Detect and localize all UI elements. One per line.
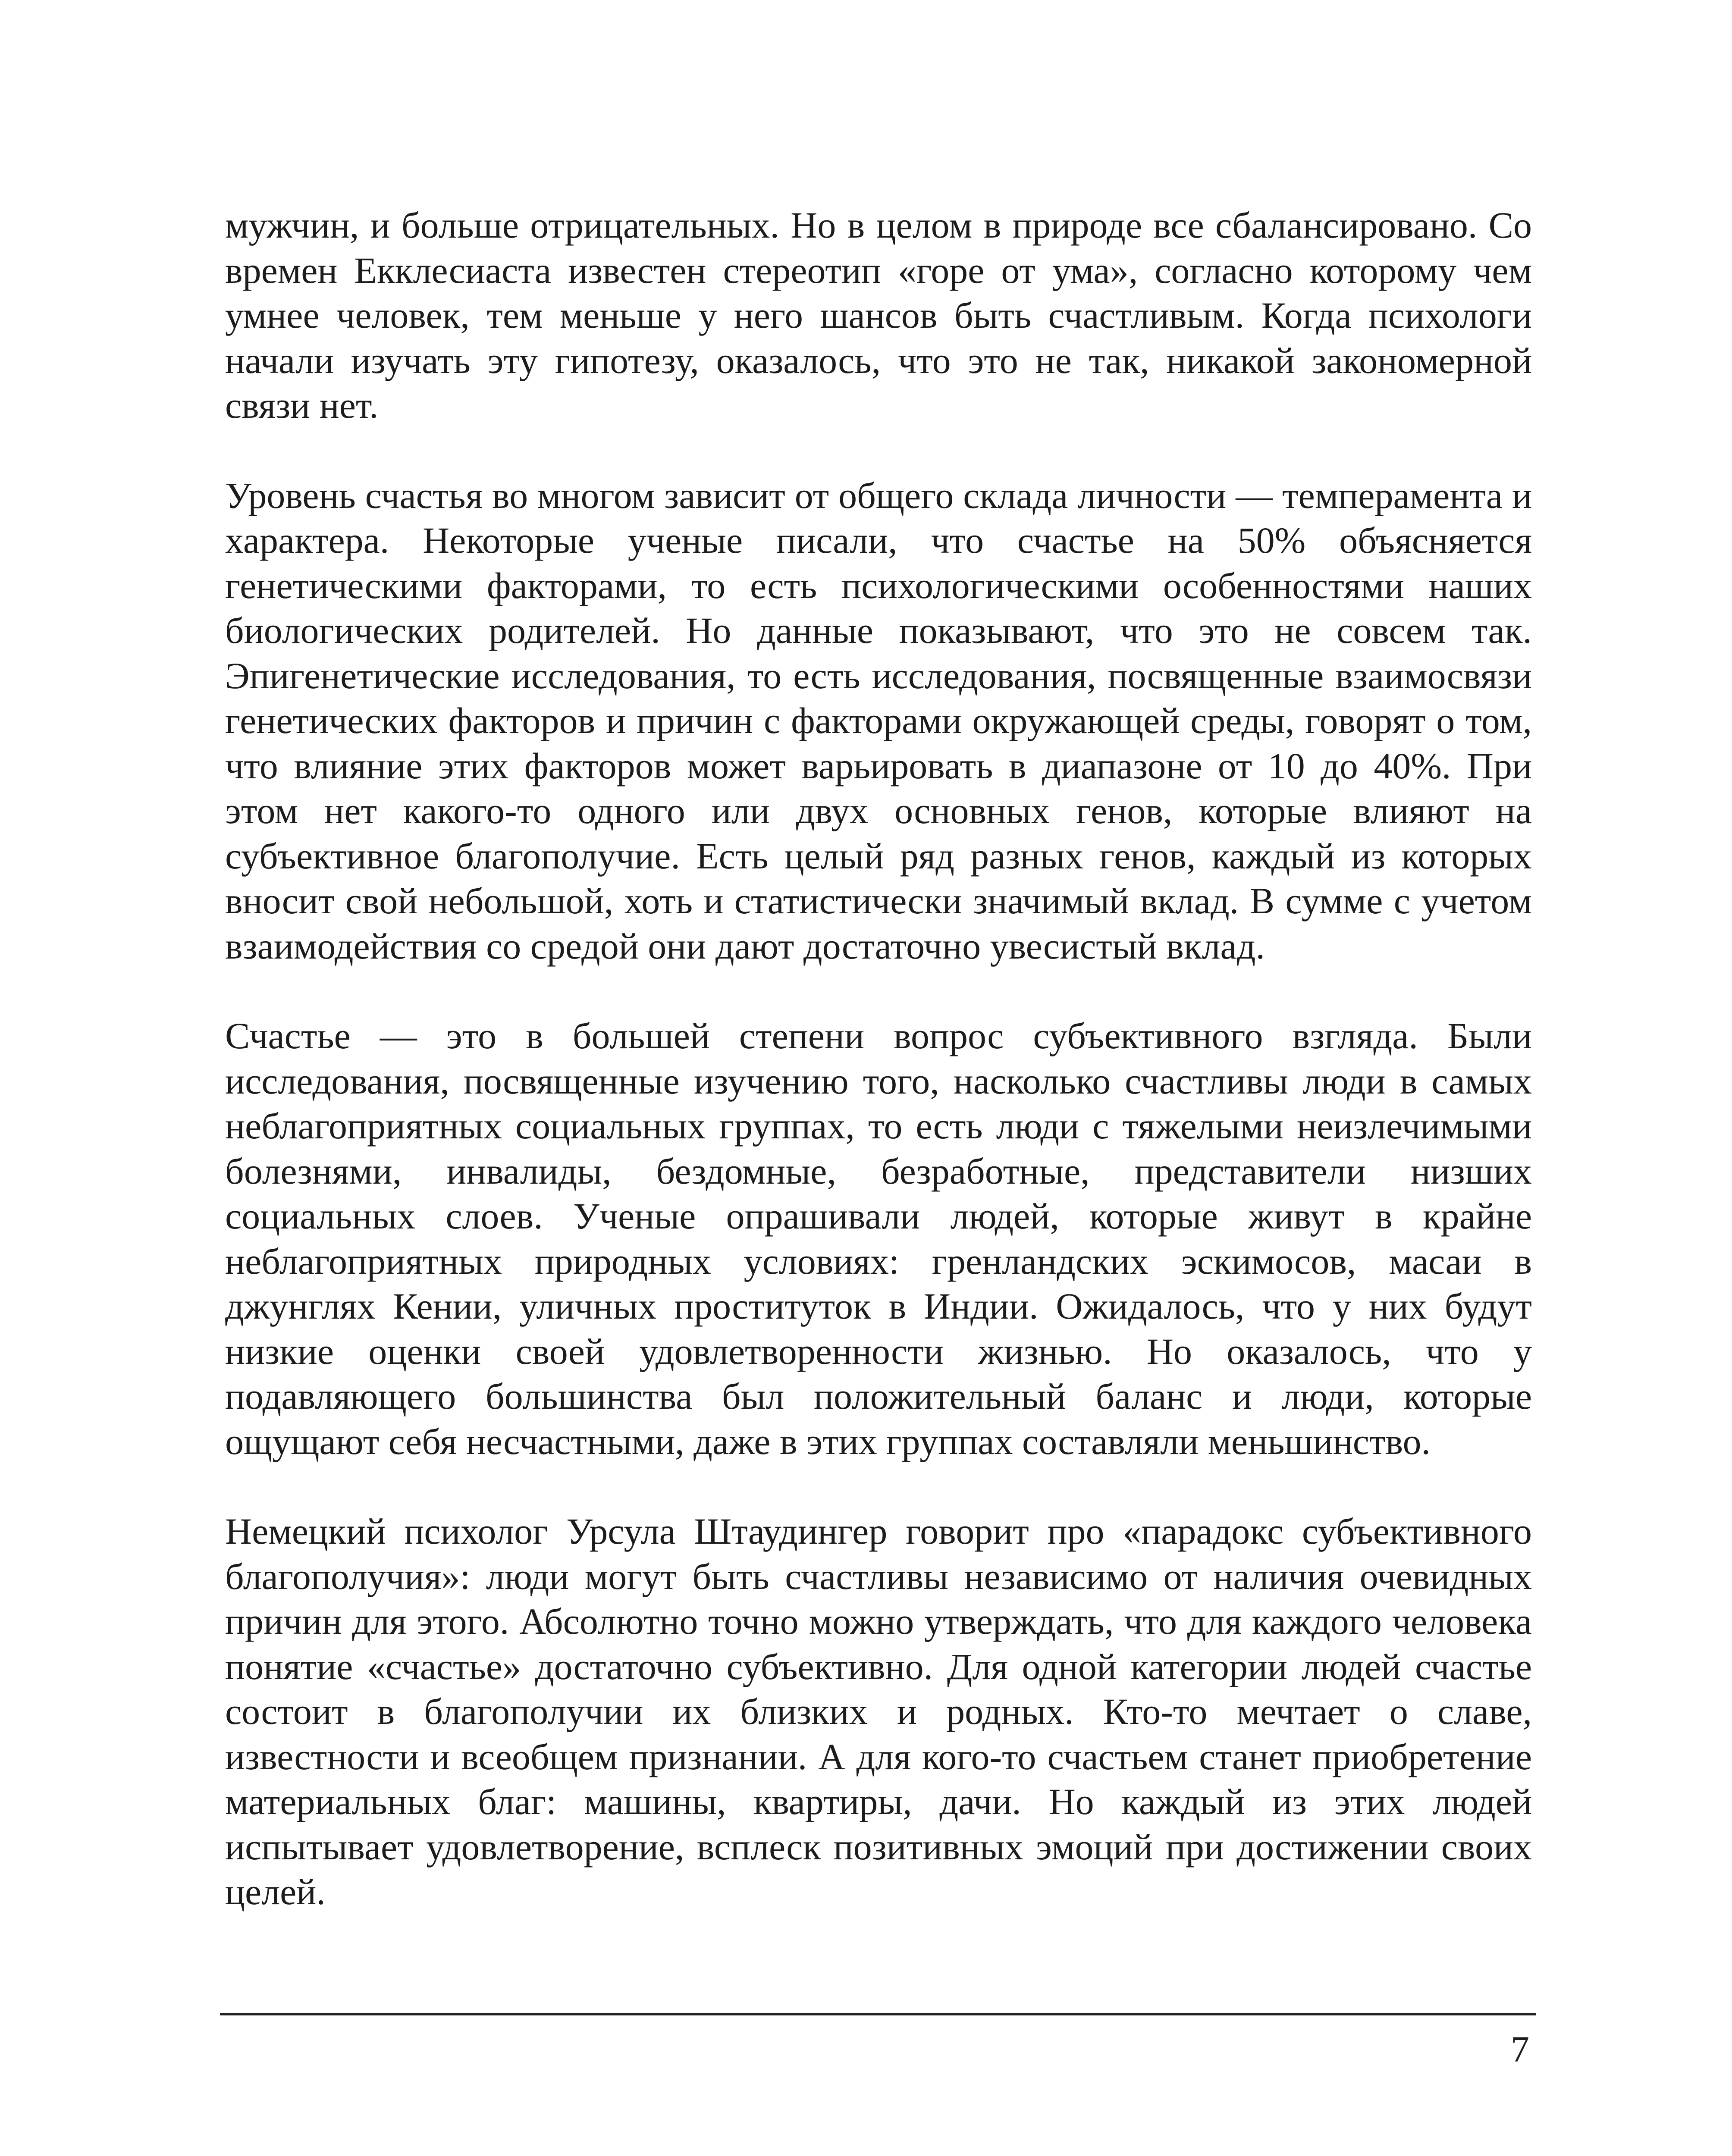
paragraph-3: Счастье — это в большей степени вопрос субъективного взгляда. Были исследования, посвященные изучению того, насколько счастливы люди в самых неблагоприятных социальных группах, то есть люди с тяжелыми неизлечимыми болезнями, инвалиды, бездомные, безработные, представители низших социальных слоев. Ученые опрашивали людей, которые живут в крайне неблагоприятных природных условиях: гренландских эскимосов, масаи в джунглях Кении, уличных проституток в Индии. Ожидалось, что у них будут низкие оценки своей удовлетворенности жизнью. Но оказалось, что у подавляющего большинства был положительный баланс и люди, которые ощущают себя несчастными, даже в этих группах составляли меньшинство. xyxy=(225,1015,1532,1462)
paragraph-2: Уровень счастья во многом зависит от общего склада личности — темперамента и характера. Некоторые ученые писали, что счастье на 50% объясняется генетическими факторами, то есть психологическими особенностями наших биологических родителей. Но данные показывают, что это не совсем так. Эпигенетические исследования, то есть исследования, посвященные взаимосвязи генетических факторов и причин с факторами окружающей среды, говорят о том, что влияние этих факторов может варьировать в диапазоне от 10 до 40%. При этом нет какого-то одного или двух основных генов, которые влияют на субъективное благополучие. Есть целый ряд разных генов, каждый из которых вносит свой небольшой, хоть и статистически значимый вклад. В сумме с учетом взаимодействия со средой они дают достаточно увесистый вклад. xyxy=(225,474,1532,967)
body-text xyxy=(225,203,1532,1915)
paragraph-1: мужчин, и больше отрицательных. Но в целом в природе все сбалансировано. Со времен Екклесиаста известен стереотип «горе от ума», согласно которому чем умнее человек, тем меньше у него шансов быть счастливым. Когда психологи начали изучать эту гипотезу, оказалось, что это не так, никакой закономерной связи нет. xyxy=(225,204,1532,426)
page-number: 7 xyxy=(1511,2028,1529,2070)
footer-divider xyxy=(220,2013,1536,2015)
paragraph-4: Немецкий психолог Урсула Штаудингер говорит про «парадокс субъективного благополучия»: люди могут быть счастливы независимо от наличия очевидных причин для этого. Абсолютно точно можно утверждать, что для каждого человека понятие «счастье» достаточно субъективно. Для одной категории людей счастье состоит в благополучии их близких и родных. Кто-то мечтает о славе, известности и всеобщем признании. А для кого-то счастьем станет приобретение материальных благ: машины, квартиры, дачи. Но каждый из этих людей испытывает удовлетворение, всплеск позитивных эмоций при достижении своих целей. xyxy=(225,1510,1532,1912)
